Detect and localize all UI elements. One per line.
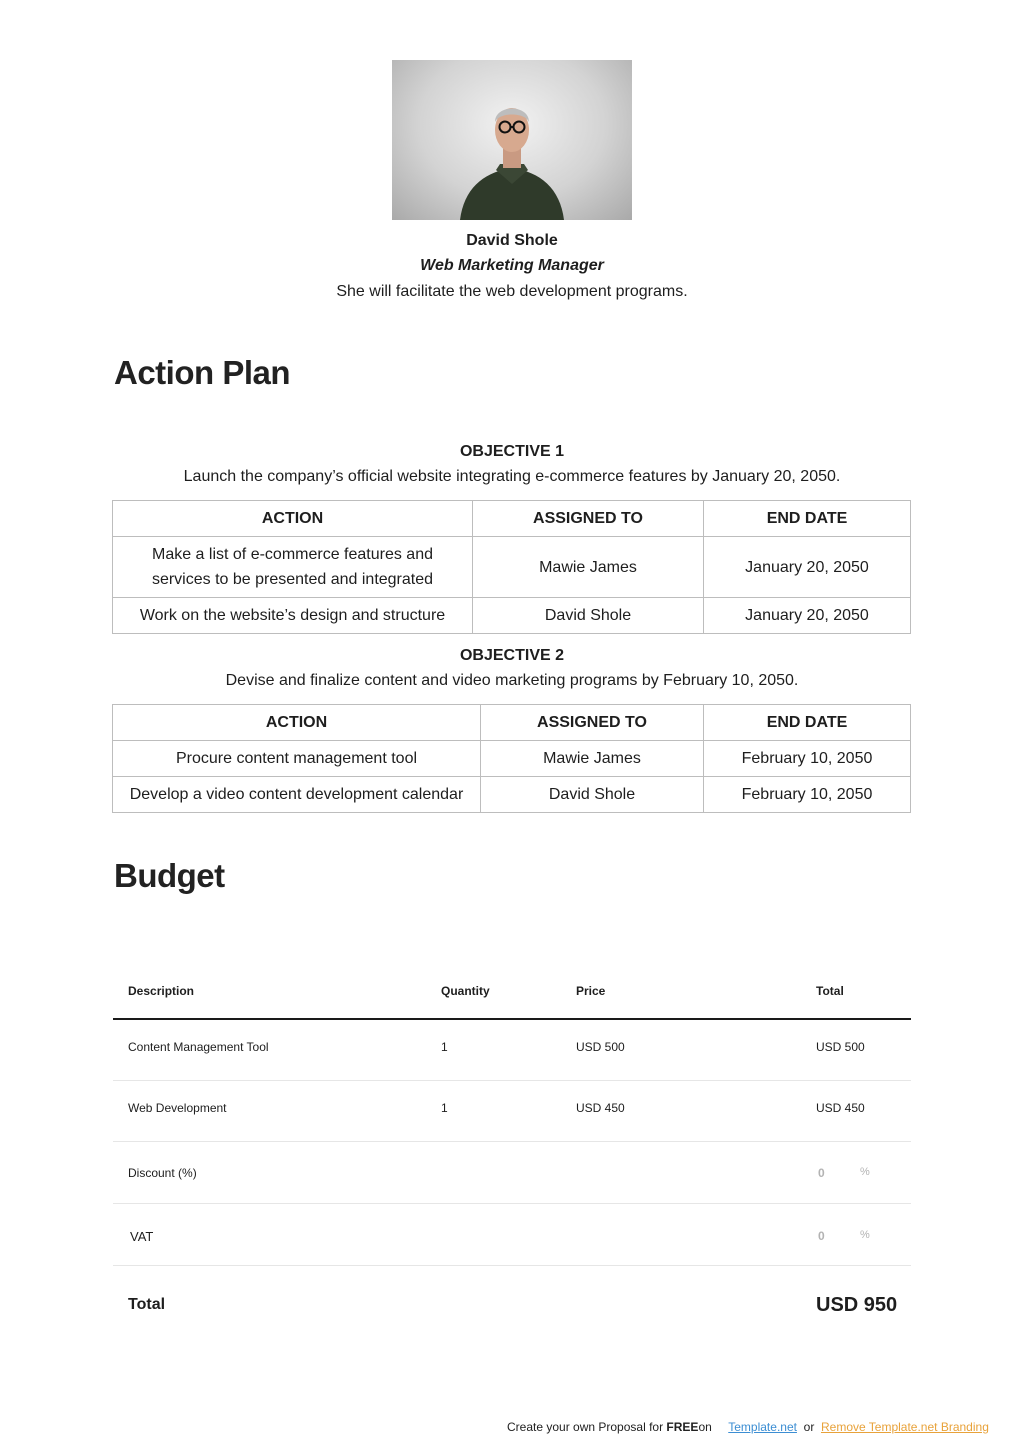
person-role: Web Marketing Manager [420,257,604,274]
header-end-date: END DATE [704,501,911,537]
person-name: David Shole [466,232,558,249]
budget-item-price: USD 450 [576,1101,625,1115]
budget-item-description: Web Development [128,1101,227,1115]
budget-header-quantity: Quantity [441,984,490,998]
end-date-cell: February 10, 2050 [704,741,911,777]
remove-branding-link[interactable]: Remove Template.net Branding [820,1420,989,1434]
table-header-row [113,501,911,537]
budget-heading: Budget [114,857,225,894]
row-divider [113,1141,911,1142]
objective-1-table [112,500,911,634]
row-divider [113,1265,911,1266]
table-row [113,777,911,813]
action-cell: Procure content management tool [113,741,481,777]
row-divider [113,1080,911,1081]
header-assigned-to: ASSIGNED TO [481,705,704,741]
budget-header-total: Total [816,984,844,998]
budget-header-description: Description [128,984,195,998]
end-date-cell: January 20, 2050 [704,598,911,634]
objective-1-title: OBJECTIVE 1 [459,443,565,460]
person-portrait-icon [392,60,632,220]
budget-item-quantity: 1 [441,1101,448,1115]
assigned-cell: David Shole [473,598,704,634]
budget-header-divider [113,1018,911,1020]
action-cell: Develop a video content development calendar [113,777,481,813]
person-description: She will facilitate the web development programs. [336,283,688,300]
vat-input[interactable]: 0 [818,1229,825,1243]
budget-item-quantity: 1 [441,1040,448,1054]
end-date-cell: January 20, 2050 [704,537,911,598]
table-header-row [113,705,911,741]
header-assigned-to: ASSIGNED TO [473,501,704,537]
end-date-cell: February 10, 2050 [704,777,911,813]
header-action: ACTION [113,705,481,741]
action-plan-heading: Action Plan [114,354,291,391]
objective-2-table [112,704,911,813]
budget-item-total: USD 450 [816,1101,865,1115]
objective-2-text: Devise and finalize content and video marketing programs by February 10, 2050. [225,672,799,689]
budget-item-price: USD 500 [576,1040,625,1054]
footer-branding [507,1420,989,1434]
assigned-cell: David Shole [481,777,704,813]
budget-header-price: Price [576,984,606,998]
action-cell: Work on the website’s design and structure [113,598,473,634]
footer-or: or [803,1420,815,1434]
total-label: Total [128,1296,166,1313]
assigned-cell: Mawie James [473,537,704,598]
footer-on: on [698,1420,712,1434]
budget-item-total: USD 500 [816,1040,865,1054]
header-end-date: END DATE [704,705,911,741]
budget-item-description: Content Management Tool [128,1040,269,1054]
discount-percent-sign: % [860,1166,870,1178]
objective-1-text: Launch the company’s official website integrating e-commerce features by January 20, 2050. [183,468,841,485]
table-row [113,598,911,634]
action-cell: Make a list of e-commerce features and services to be presented and integrated [113,537,473,598]
footer-free: FREE [666,1420,699,1434]
vat-label: VAT [130,1229,154,1244]
table-row [113,537,911,598]
discount-input[interactable]: 0 [818,1166,825,1180]
footer-prefix: Create your own Proposal for [507,1420,664,1434]
vat-percent-sign: % [860,1229,870,1241]
profile-photo [392,60,632,220]
objective-2-title: OBJECTIVE 2 [459,647,565,664]
header-action: ACTION [113,501,473,537]
total-value: USD 950 [816,1294,898,1316]
table-row [113,741,911,777]
template-net-link[interactable]: Template.net [728,1420,797,1434]
row-divider [113,1203,911,1204]
discount-label: Discount (%) [128,1166,197,1180]
assigned-cell: Mawie James [481,741,704,777]
